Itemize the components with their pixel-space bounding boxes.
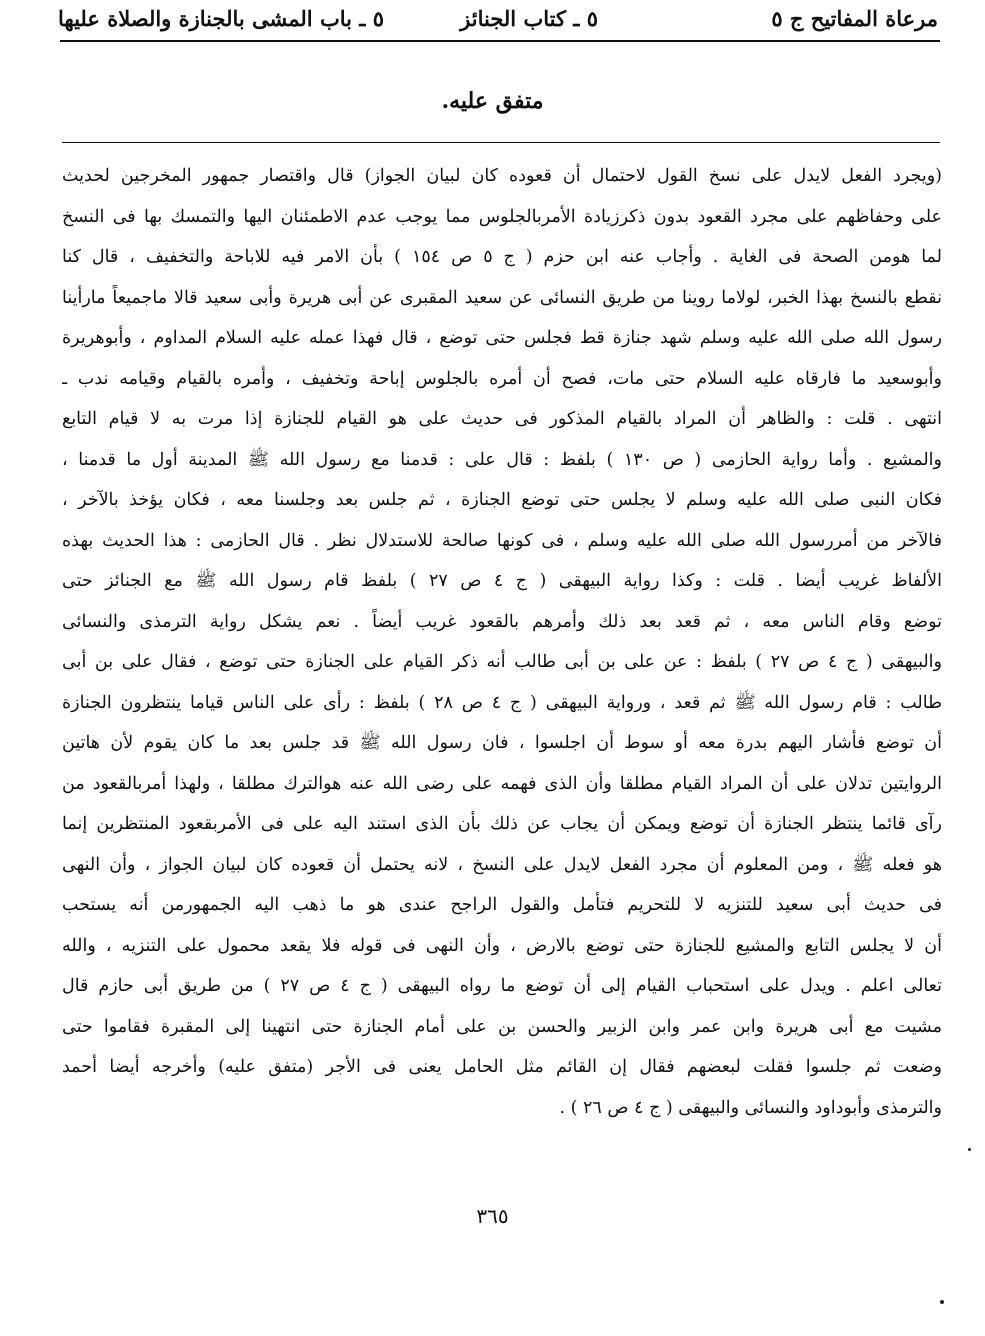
- commentary-line: (ويجرد الفعل لايدل على نسخ القول لاحتمال أن قعوده كان لبيان الجواز) قال واقتصار جمهور المخرجين لحديث: [62, 166, 942, 186]
- page-header: [58, 4, 938, 38]
- commentary-line: والبيهقى ( ج ٤ ص ٢٧ ) بلفظ : عن على بن أبى طالب أنه ذكر القيام على الجنازة حتى توضع ، فقال على بن أبى: [62, 652, 942, 672]
- commentary-line: طالب : قام رسول الله ﷺ ثم قعد ، ورواية البيهقى ( ج ٤ ص ٢٨ ) بلفظ : رأى على الناس قياما ينتظرون الجنازة: [62, 692, 942, 713]
- header-rule: [60, 40, 940, 42]
- commentary-line: هو فعله ﷺ ، ومن المعلوم أن مجرد الفعل لايدل على النسخ ، لانه يحتمل أن قعوده كان لبيان الجواز ، وأن النهى: [62, 854, 942, 875]
- previous-text-tail: متفق عليه.: [441, 88, 544, 114]
- chapter-title: ٥ ـ باب المشى بالجنازة والصلاة عليها: [58, 6, 385, 31]
- commentary-line: فالآخر من أمررسول الله صلى الله عليه وسلم ، فى كونها صالحة للاستدلال نظر . قال الحازمى : هذا الحديث بهذه: [62, 530, 942, 551]
- commentary-line: والترمذى وأبوداود والنسائى والبيهقى ( ج ٤ ص ٢٦ ) .: [559, 1097, 942, 1118]
- running-title: مرعاة المفاتيح ج ٥: [771, 6, 938, 31]
- commentary-line: وأبوسعيد ما فارقاه عليه السلام حتى مات، فصح أن أمره بالجلوس إباحة وتخفيف ، وأمره بالقيام وقيامه ندب ـ: [62, 368, 942, 389]
- commentary-line: انتهى . قلت : والظاهر أن المراد بالقيام المذكور فى حديث على هو القيام للجنازة إذا مرت به لا قيام التابع: [62, 409, 942, 429]
- section-divider: [62, 142, 940, 143]
- commentary-line: وضعت ثم جلسوا فقلت لبعضهم فقال إن القائم مثل الحامل يعنى فى الأجر (متفق عليه) وأخرجه أيضا أحمد: [62, 1057, 942, 1077]
- commentary-line: على وحفاظهم على مجرد القعود بدون ذكرزيادة الأمربالجلوس مما يوجب عدم الاطمئنان اليها والتمسك بها فى النسخ: [62, 206, 942, 227]
- scan-speck: [940, 1300, 944, 1304]
- commentary-line: لما هومن الصحة فى الغاية . وأجاب عنه ابن حزم ( ج ٥ ص ١٥٤ ) بأن الامر فيه للاباحة والتخفيف ، قال كنا: [62, 247, 942, 267]
- commentary-line: توضع وقام الناس معه ، ثم قعد بعد ذلك وأمرهم بالقعود غريب أيضاً . نعم يشكل رواية الترمذى والنسائى: [62, 611, 942, 632]
- commentary-body: [62, 156, 942, 1128]
- commentary-line: الروايتين تدلان على أن المراد القيام مطلقا وأن الذى فهمه على رضى الله عنه هوالترك مطلقا ، ولهذا أمربالقعود من: [62, 773, 942, 794]
- commentary-line: مشيت مع أبى هريرة وابن عمر وابن الزبير والحسن بن على أمام الجنازة حتى انتهينا إلى المقبرة فقاموا حتى: [62, 1016, 942, 1037]
- page-number: ٣٦٥: [476, 1204, 509, 1228]
- commentary-line: الألفاظ غريب أيضا . قلت : وكذا رواية البيهقى ( ج ٤ ص ٢٧ ) بلفظ قام رسول الله ﷺ مع الجنائز حتى: [62, 571, 942, 591]
- book-title: ٥ ـ كتاب الجنائز: [460, 6, 598, 31]
- commentary-line: أن لا يجلس التابع والمشيع للجنازة حتى توضع بالارض ، وأن النهى فى قوله فلا يقعد محمول على التنزيه ، والله: [62, 935, 942, 956]
- commentary-line: فى حديث أبى سعيد للتنزيه لا للتحريم فتأمل والقول الراجح عندى هو ما ذهب اليه الجمهورمن أنه يستحب: [62, 895, 942, 915]
- commentary-line: أن توضع فأشار اليهم بدرة معه أو سوط أن اجلسوا ، فان رسول الله ﷺ قد جلس بعد ما كان يقوم لأن هاتين: [62, 733, 942, 753]
- commentary-line: فكان النبى صلى الله عليه وسلم لا يجلس حتى توضع الجنازة ، ثم جلس بعد وجلسنا معه ، فكان يؤخذ بالآخر ،: [62, 490, 942, 510]
- commentary-line: تعالى اعلم . ويدل على استحباب القيام إلى أن توضع ما رواه البيهقى ( ج ٤ ص ٢٧ ) من طريق أبى حازم قال: [62, 976, 942, 996]
- commentary-line: نقطع بالنسخ بهذا الخبر، لولاما روينا من طريق النسائى عن سعيد المقبرى عن أبى هريرة وأبى سعيد قالا ماجميعاً مارأينا: [62, 287, 942, 308]
- commentary-line: رآى قائما ينتظر الجنازة أن توضع ويمكن أن يجاب عن ذلك بأن الذى استند اليه على فى الأمربقعود المنتظرين إنما: [62, 814, 942, 834]
- commentary-line: رسول الله صلى الله عليه وسلم شهد جنازة قط فجلس حتى توضع ، قال فهذا عمله عليه السلام المداوم ، وأبوهريرة: [62, 328, 942, 348]
- scan-speck: [968, 1148, 971, 1151]
- commentary-line: والمشيع . وأما رواية الحازمى ( ص ١٣٠ ) بلفظ : قال على : قدمنا مع رسول الله ﷺ المدينة أول ما قدمنا ،: [62, 449, 942, 470]
